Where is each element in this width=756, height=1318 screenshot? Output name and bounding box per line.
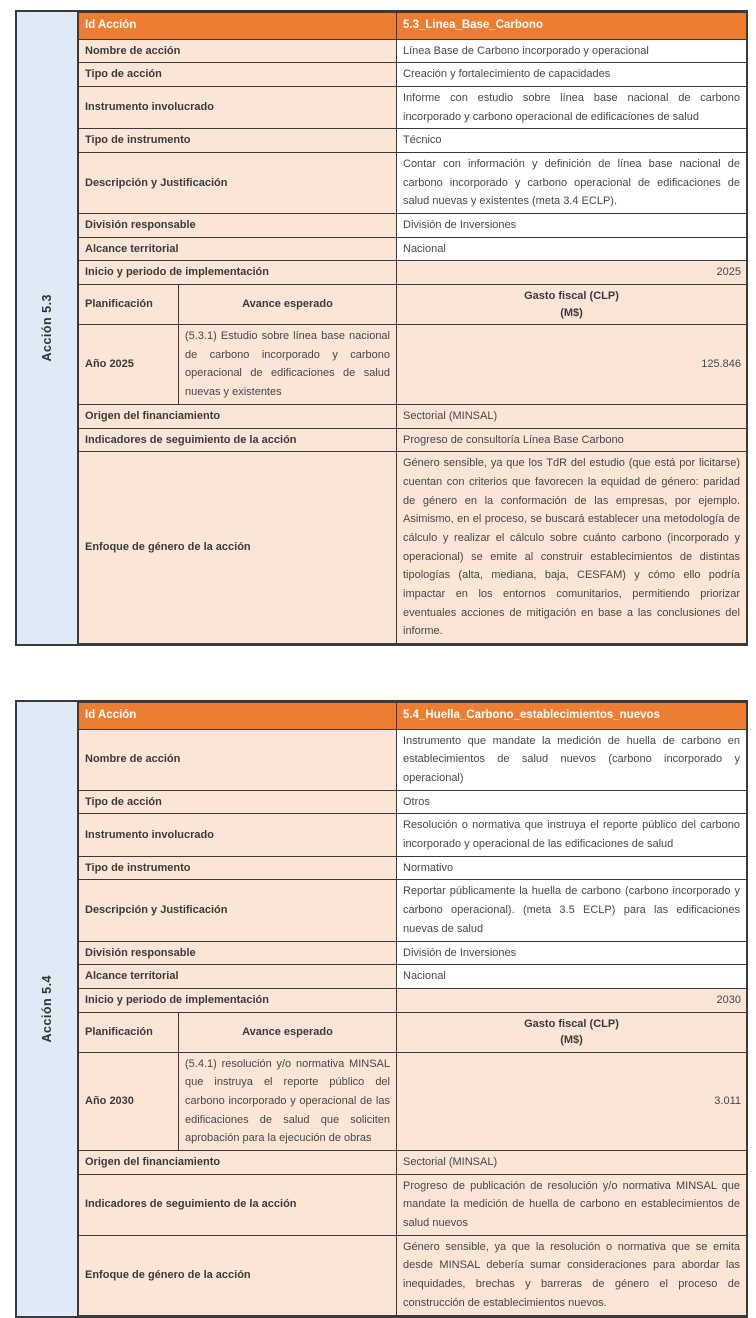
field-label: Enfoque de género de la acción [79,1235,397,1315]
field-label: División responsable [79,214,397,238]
action-5-3-side-label: Acción 5.3 [40,294,54,362]
row-indicadores-seguimiento [79,428,747,452]
action-5-3-side-band [17,12,78,644]
id-accion-label: Id Acción [79,703,397,730]
field-label: Instrumento involucrado [79,86,397,128]
gasto-fiscal-header [397,285,747,325]
row-planning-year [79,325,747,405]
planificacion-header: Planificación [79,1012,179,1052]
field-label: Descripción y Justificación [79,152,397,213]
field-label: Origen del financiamiento [79,1151,397,1175]
id-accion-value: 5.4_Huella_Carbono_establecimientos_nuevos [397,703,747,730]
field-label: Alcance territorial [79,965,397,989]
avance-esperado-header: Avance esperado [179,1012,397,1052]
field-value: Progreso de publicación de resolución y/o normativa MINSAL que mandate la medición de huella de carbono en establecimientos de salud nuevos [397,1174,747,1235]
row-indicadores-seguimiento [79,1174,747,1235]
row-nombre-de-accion [79,39,747,63]
row-tipo-de-instrumento [79,856,747,880]
field-label: Origen del financiamiento [79,404,397,428]
row-planning-year [79,1052,747,1150]
avance-esperado-value: (5.4.1) resolución y/o normativa MINSAL que instruya el reporte público del carbono incorporado y operacional de las edificaciones de salud que soliciten aprobación para la ejecución de obras [179,1052,397,1150]
gasto-fiscal-line1: Gasto fiscal (CLP) [524,290,619,303]
header-row [79,703,747,730]
row-instrumento-involucrado [79,86,747,128]
row-division-responsable [79,941,747,965]
row-inicio-periodo [79,988,747,1012]
planificacion-header: Planificación [79,285,179,325]
field-label: División responsable [79,941,397,965]
field-value: División de Inversiones [397,941,747,965]
field-label: Inicio y periodo de implementación [79,261,397,285]
field-value: Reportar públicamente la huella de carbono (carbono incorporado y carbono operacional). (meta 3.5 ECLP) para las edificaciones nuevas de salud [397,880,747,941]
gasto-fiscal-amount: 125.846 [397,325,747,405]
gasto-fiscal-line1: Gasto fiscal (CLP) [524,1017,619,1030]
inicio-year-value: 2025 [397,261,747,285]
field-value: Género sensible, ya que los TdR del estudio (que está por licitarse) cuentan con criterios que favorecen la equidad de género: paridad de género en la conformación de las empresas, por ejemplo. Asimismo, en el proceso, se buscará establecer una metodología de cálculo y realizar el cálculo sobre cuánto carbono (incorporado y operacional) se emite al construir establecimientos de distintas tipologías (alta, mediana, baja, CESFAM) y cómo ello podría impactar en los entornos comunitarios, permitiendo priorizar eventuales acciones de mitigación en base a las conclusiones del informe. [397,452,747,644]
row-origen-financiamiento [79,1151,747,1175]
row-instrumento-involucrado [79,814,747,856]
id-accion-value: 5.3_Linea_Base_Carbono [397,13,747,40]
field-label: Tipo de instrumento [79,856,397,880]
action-5-3-table [15,10,748,646]
field-label: Tipo de acción [79,63,397,87]
field-label: Alcance territorial [79,237,397,261]
field-value: Línea Base de Carbono incorporado y operacional [397,39,747,63]
field-label: Indicadores de seguimiento de la acción [79,428,397,452]
field-value: Progreso de consultoría Línea Base Carbono [397,428,747,452]
field-value: División de Inversiones [397,214,747,238]
row-planning-header [79,1012,747,1052]
row-planning-header [79,285,747,325]
field-value: Informe con estudio sobre línea base nacional de carbono incorporado y carbono operacional de edificaciones de salud [397,86,747,128]
year-label: Año 2030 [79,1052,179,1150]
inicio-year-value: 2030 [397,988,747,1012]
gasto-fiscal-header [397,1012,747,1052]
action-5-4-side-label: Acción 5.4 [40,975,54,1043]
row-tipo-de-accion [79,790,747,814]
action-5-3-details [78,12,747,644]
row-nombre-de-accion [79,729,747,790]
avance-esperado-value: (5.3.1) Estudio sobre línea base nacional de carbono incorporado y carbono operacional de edificaciones de salud nuevas y existentes [179,325,397,405]
gasto-fiscal-line2: (M$) [560,306,583,319]
field-label: Instrumento involucrado [79,814,397,856]
field-label: Tipo de instrumento [79,129,397,153]
field-label: Inicio y periodo de implementación [79,988,397,1012]
row-alcance-territorial [79,237,747,261]
year-label: Año 2025 [79,325,179,405]
field-value: Sectorial (MINSAL) [397,404,747,428]
id-accion-label: Id Acción [79,13,397,40]
action-5-4-side-band [17,702,78,1315]
row-enfoque-genero [79,452,747,644]
field-value: Resolución o normativa que instruya el reporte público del carbono incorporado y operacional de las edificaciones de salud [397,814,747,856]
field-value: Técnico [397,129,747,153]
row-descripcion-justificacion [79,880,747,941]
field-value: Sectorial (MINSAL) [397,1151,747,1175]
row-division-responsable [79,214,747,238]
field-label: Descripción y Justificación [79,880,397,941]
field-label: Enfoque de género de la acción [79,452,397,644]
row-descripcion-justificacion [79,152,747,213]
row-tipo-de-instrumento [79,129,747,153]
header-row [79,13,747,40]
field-value: Nacional [397,237,747,261]
gasto-fiscal-amount: 3.011 [397,1052,747,1150]
row-origen-financiamiento [79,404,747,428]
field-label: Tipo de acción [79,790,397,814]
field-value: Nacional [397,965,747,989]
field-label: Nombre de acción [79,39,397,63]
field-value: Creación y fortalecimiento de capacidades [397,63,747,87]
action-5-4-table [15,700,748,1317]
field-value: Otros [397,790,747,814]
field-value: Normativo [397,856,747,880]
row-enfoque-genero [79,1235,747,1315]
row-inicio-periodo [79,261,747,285]
row-tipo-de-accion [79,63,747,87]
avance-esperado-header: Avance esperado [179,285,397,325]
field-value: Género sensible, ya que la resolución o normativa que se emita desde MINSAL debería sumar consideraciones para abordar las inequidades, brechas y barreras de género el proceso de construcción de establecimientos nuevos. [397,1235,747,1315]
field-label: Indicadores de seguimiento de la acción [79,1174,397,1235]
gasto-fiscal-line2: (M$) [560,1034,583,1047]
field-value: Contar con información y definición de línea base nacional de carbono incorporado y carbono operacional de edificaciones de salud nuevas y existentes (meta 3.4 ECLP). [397,152,747,213]
row-alcance-territorial [79,965,747,989]
field-label: Nombre de acción [79,729,397,790]
action-5-4-details [78,702,747,1315]
field-value: Instrumento que mandate la medición de huella de carbono en establecimientos de salud nuevos (carbono incorporado y operacional) [397,729,747,790]
